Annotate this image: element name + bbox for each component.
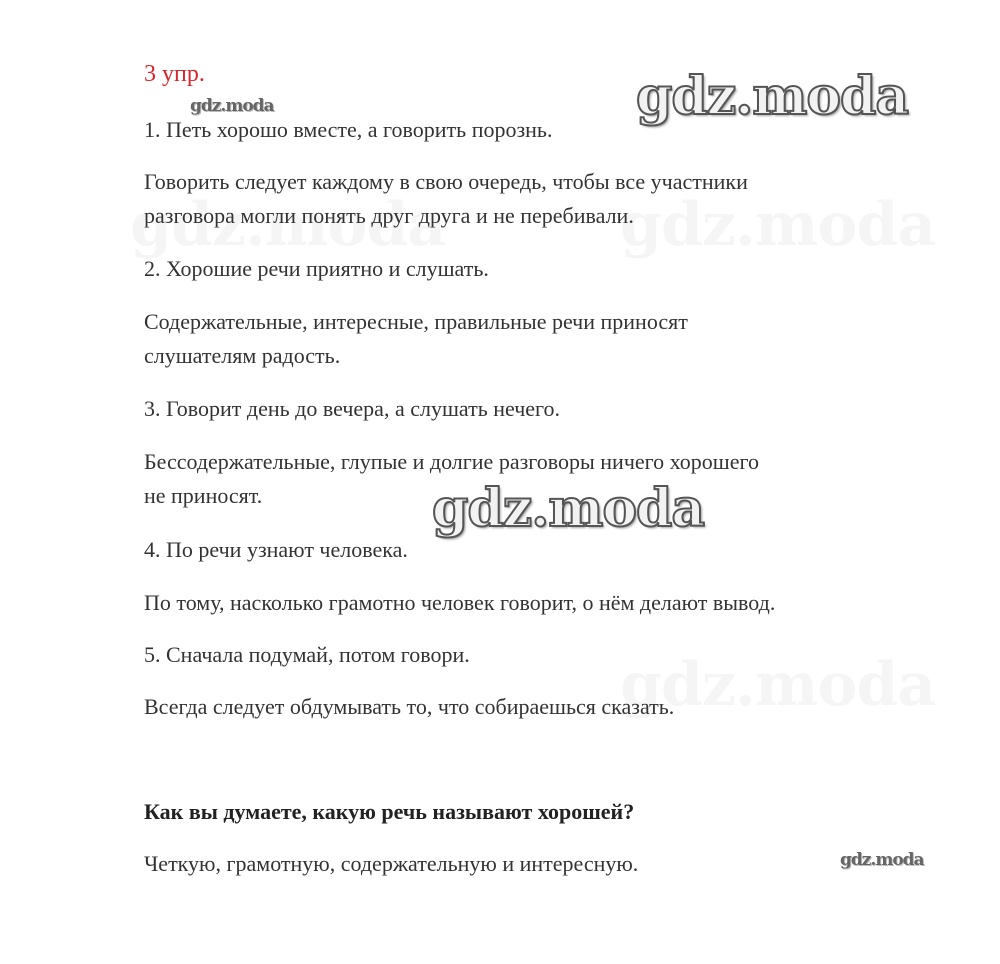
watermark-small-top: gdz.moda — [190, 96, 274, 116]
proverb-5: 5. Сначала подумай, потом говори. — [144, 642, 470, 667]
watermark-faint-right — [620, 190, 935, 260]
watermark-big-top: gdz.moda — [636, 66, 909, 127]
explanation-3-line-2: не приносят. — [144, 483, 263, 508]
proverb-2: 2. Хорошие речи приятно и слушать. — [144, 256, 489, 281]
proverb-3: 3. Говорит день до вечера, а слушать нечего. — [144, 396, 561, 421]
answer-text: Четкую, грамотную, содержательную и интересную. — [144, 851, 639, 876]
explanation-3-line-1: Бессодержательные, глупые и долгие разговоры ничего хорошего — [144, 449, 759, 474]
watermark-small-bottom: gdz.moda — [840, 850, 924, 870]
explanation-2-line-1: Содержательные, интересные, правильные речи приносят — [144, 309, 688, 334]
watermark-big-middle: gdz.moda — [432, 478, 705, 539]
explanation-5-line-1: Всегда следует обдумывать то, что собираешься сказать. — [144, 694, 675, 719]
explanation-4-line-1: По тому, насколько грамотно человек говорит, о нём делают вывод. — [144, 590, 776, 615]
explanation-1-line-2: разговора могли понять друг друга и не перебивали. — [144, 203, 634, 228]
explanation-1-line-1: Говорить следует каждому в свою очередь, чтобы все участники — [144, 169, 748, 194]
question-text: Как вы думаете, какую речь называют хорошей? — [144, 799, 635, 824]
proverb-1: 1. Петь хорошо вместе, а говорить порознь. — [144, 117, 553, 142]
exercise-heading: 3 упр. — [144, 61, 205, 87]
explanation-2-line-2: слушателям радость. — [144, 343, 341, 368]
proverb-4: 4. По речи узнают человека. — [144, 537, 408, 562]
